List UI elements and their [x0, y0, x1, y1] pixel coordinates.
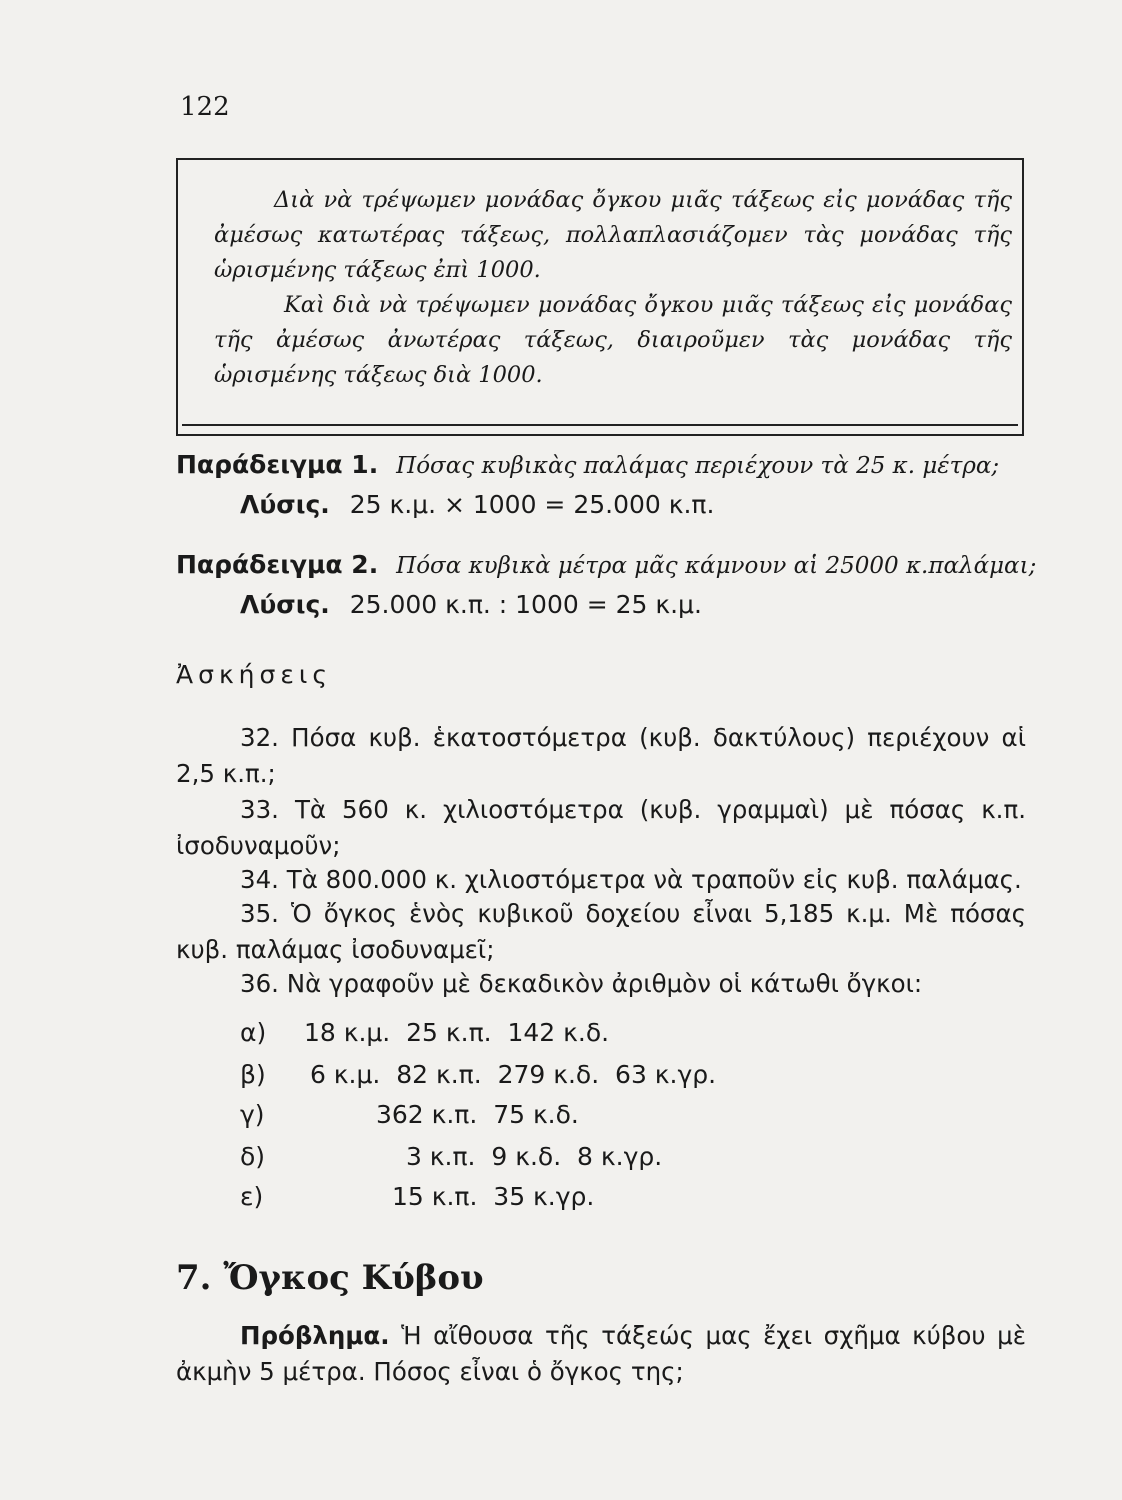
sub-item-a	[240, 1018, 609, 1047]
sub-item-letter: γ)	[240, 1100, 265, 1129]
example-2-question: Πόσα κυβικὰ μέτρα μᾶς κάμνουν αἱ 25000 κ.παλάμαι;	[396, 553, 1037, 579]
sub-item-letter: ε)	[240, 1182, 264, 1211]
example-1-solution	[240, 490, 714, 519]
example-2	[176, 550, 1036, 579]
sub-item-value: 3 κ.π. 9 κ.δ. 8 κ.γρ.	[405, 1142, 663, 1171]
sub-item-d	[240, 1142, 662, 1171]
example-1-solution-label: Λύσις.	[240, 490, 330, 519]
example-1-solution-text: 25 κ.μ. × 1000 = 25.000 κ.π.	[349, 490, 715, 519]
example-1-label: Παράδειγμα 1.	[176, 450, 379, 479]
sub-item-value: 15 κ.π. 35 κ.γρ.	[391, 1182, 595, 1211]
sub-item-letter: δ)	[240, 1142, 266, 1171]
example-1-question: Πόσας κυβικὰς παλάμας περιέχουν τὰ 25 κ. μέτρα;	[396, 453, 1000, 479]
example-2-label: Παράδειγμα 2.	[176, 550, 379, 579]
problem-text: Ἡ αἴθουσα τῆς τάξεώς μας ἔχει σχῆμα κύβου μὲ ἀκμὴν 5 μέτρα. Πόσος εἶναι ὁ ὄγκος της;	[176, 1321, 1026, 1386]
rule-paragraph-1: Διὰ νὰ τρέψωμεν μονάδας ὄγκου μιᾶς τάξεως εἰς μονάδας τῆς ἀμέσως κατωτέρας τάξεως, πολλαπλασιάζομεν τὰς μονάδας τῆς ὡρισμένης τάξεως ἐπὶ 1000.	[214, 187, 1012, 283]
sub-item-e	[240, 1182, 594, 1211]
rule-paragraph-2: Καὶ διὰ νὰ τρέψωμεν μονάδας ὄγκου μιᾶς τάξεως εἰς μονάδας τῆς ἀμέσως ἀνωτέρας τάξεως, διαιροῦμεν τὰς μονάδας τῆς ὡρισμένης τάξεως διὰ 1000.	[214, 292, 1012, 388]
example-1	[176, 450, 999, 479]
example-2-solution-text: 25.000 κ.π. : 1000 = 25 κ.μ.	[349, 590, 702, 619]
sub-item-value: 6 κ.μ. 82 κ.π. 279 κ.δ. 63 κ.γρ.	[309, 1060, 717, 1089]
sub-item-b	[240, 1060, 716, 1089]
sub-item-letter: α)	[240, 1018, 267, 1047]
exercise-35: 35. Ὁ ὄγκος ἑνὸς κυβικοῦ δοχείου εἶναι 5,185 κ.μ. Μὲ πόσας κυβ. παλάμας ἰσοδυναμεῖ;	[176, 899, 1026, 964]
exercise-36: 36. Νὰ γραφοῦν μὲ δεκαδικὸν ἀριθμὸν οἱ κάτωθι ὄγκοι:	[240, 969, 923, 998]
page-number: 122	[180, 92, 230, 122]
exercise-34: 34. Τὰ 800.000 κ. χιλιοστόμετρα νὰ τραποῦν εἰς κυβ. παλάμας.	[240, 865, 1022, 894]
exercise-32: 32. Πόσα κυβ. ἑκατοστόμετρα (κυβ. δακτύλους) περιέχουν αἱ 2,5 κ.π.;	[176, 723, 1026, 788]
sub-item-value: 18 κ.μ. 25 κ.π. 142 κ.δ.	[303, 1018, 610, 1047]
sub-item-c	[240, 1100, 579, 1129]
exercises-heading: Ἀσκήσεις	[176, 660, 333, 689]
example-2-solution	[240, 590, 702, 619]
sub-item-letter: β)	[240, 1060, 266, 1089]
exercise-33: 33. Τὰ 560 κ. χιλιοστόμετρα (κυβ. γραμμαὶ) μὲ πόσας κ.π. ἰσοδυναμοῦν;	[176, 795, 1026, 860]
sub-item-value: 362 κ.π. 75 κ.δ.	[375, 1100, 579, 1129]
problem-label: Πρόβλημα.	[240, 1321, 390, 1350]
example-2-solution-label: Λύσις.	[240, 590, 330, 619]
section-title: 7. Ὄγκος Κύβου	[176, 1258, 484, 1298]
problem	[176, 1318, 1026, 1390]
